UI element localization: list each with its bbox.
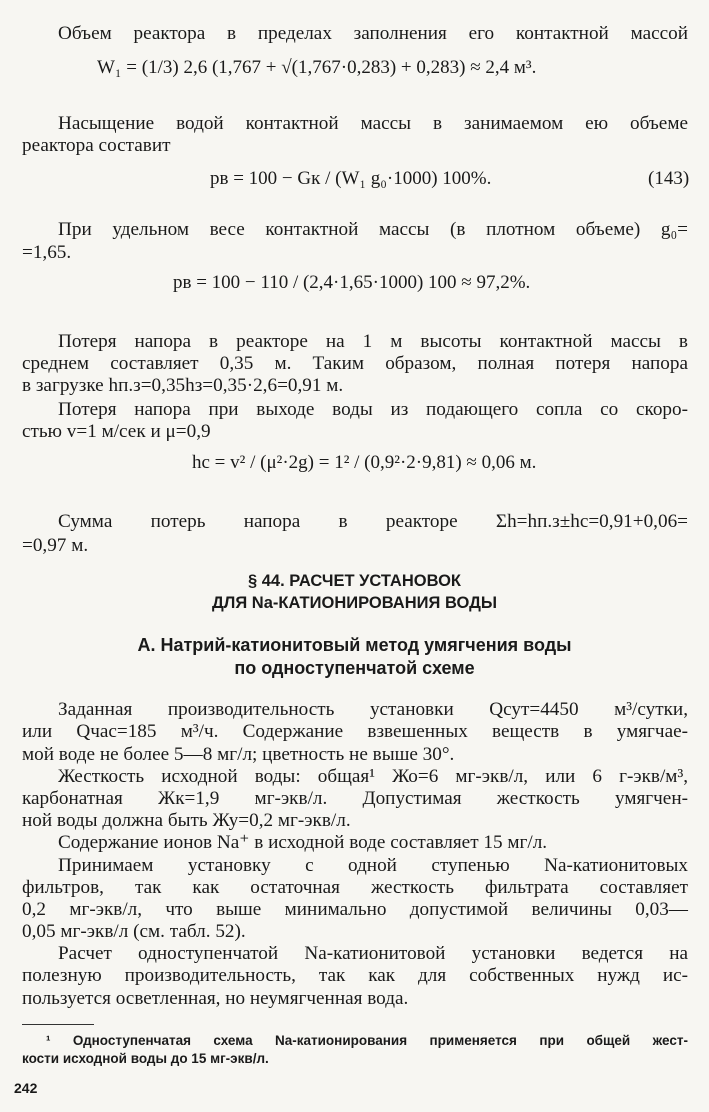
- text-line-15: мой воде не более 5—8 мг/л; цветность не выше 30°.: [22, 744, 455, 765]
- formula-nozzle-loss: hс = v² / (μ²·2g) = 1² / (0,9²·2·9,81) ≈ 0,06 м.: [192, 452, 537, 473]
- text-line-17: карбонатная Жк=1,9 мг-экв/л. Допустимая жесткость умягчен-: [22, 788, 688, 809]
- equation-number: (143): [648, 168, 690, 189]
- text-line-24: Расчет одноступенчатой Na-катионитовой установки ведется на: [58, 943, 688, 964]
- section-heading-line-1: § 44. РАСЧЕТ УСТАНОВОК: [248, 572, 461, 590]
- subsection-heading-line-2: по одноступенчатой схеме: [234, 658, 475, 678]
- text-line-3: реактора составит: [22, 135, 171, 156]
- text-line-13: Заданная производительность установки Qсут=4450 м³/сутки,: [58, 699, 688, 720]
- text-line-2: Насыщение водой контактной массы в занимаемом ею объеме: [58, 113, 688, 134]
- text-line-9: Потеря напора при выходе воды из подающего сопла со скоро-: [58, 399, 688, 420]
- text-line-7: среднем составляет 0,35 м. Таким образом, полная потеря напора: [22, 353, 688, 374]
- footnote-line-1: ¹ Одноступенчатая схема Na-катионирования применяется при общей жест-: [46, 1033, 688, 1048]
- page-number: 242: [14, 1080, 38, 1096]
- formula-reactor-volume: W₁ = (1/3) 2,6 (1,767 + √(1,767·0,283) + 0,283) ≈ 2,4 м³.: [97, 57, 537, 78]
- footnote-divider: [22, 1024, 94, 1025]
- text-line-14: или Qчас=185 м³/ч. Содержание взвешенных веществ в умягчае-: [22, 721, 688, 742]
- footnote-line-2: кости исходной воды до 15 мг-экв/л.: [22, 1051, 269, 1066]
- text-line-18: ной воды должна быть Жу=0,2 мг-экв/л.: [22, 810, 351, 831]
- section-heading-line-2: ДЛЯ Na-КАТИОНИРОВАНИЯ ВОДЫ: [212, 594, 497, 612]
- text-line-8: в загрузке hп.з=0,35hз=0,35·2,6=0,91 м.: [22, 375, 344, 396]
- text-line-4: При удельном весе контактной массы (в плотном объеме) g₀=: [58, 219, 688, 240]
- text-line-23: 0,05 мг-экв/л (см. табл. 52).: [22, 921, 246, 942]
- text-line-12: =0,97 м.: [22, 535, 89, 556]
- subsection-heading-line-1: А. Натрий-катионитовый метод умягчения воды: [137, 635, 572, 655]
- text-line-11: Сумма потерь напора в реакторе Σh=hп.з±hс=0,91+0,06=: [58, 511, 688, 532]
- text-line-21: фильтров, так как остаточная жесткость фильтрата составляет: [22, 877, 688, 898]
- formula-water-saturation: pв = 100 − Gк / (W₁ g₀·1000) 100%.: [210, 168, 492, 189]
- text-line-26: пользуется осветленная, но неумягченная вода.: [22, 988, 409, 1009]
- text-line-20: Принимаем установку с одной ступенью Na-катионитовых: [58, 855, 688, 876]
- text-line-22: 0,2 мг-экв/л, что выше минимально допустимой величины 0,03—: [22, 899, 688, 920]
- text-line-1: Объем реактора в пределах заполнения его контактной массой: [58, 23, 688, 44]
- text-line-10: стью v=1 м/сек и μ=0,9: [22, 421, 211, 442]
- text-line-16: Жесткость исходной воды: общая¹ Жо=6 мг-экв/л, или 6 г-экв/м³,: [58, 766, 688, 787]
- text-line-5: =1,65.: [22, 242, 72, 263]
- text-line-25: полезную производительность, так как для собственных нужд ис-: [22, 965, 688, 986]
- text-line-19: Содержание ионов Na⁺ в исходной воде составляет 15 мг/л.: [58, 832, 548, 853]
- text-line-6: Потеря напора в реакторе на 1 м высоты контактной массы в: [58, 331, 688, 352]
- formula-saturation-value: pв = 100 − 110 / (2,4·1,65·1000) 100 ≈ 97,2%.: [173, 272, 531, 293]
